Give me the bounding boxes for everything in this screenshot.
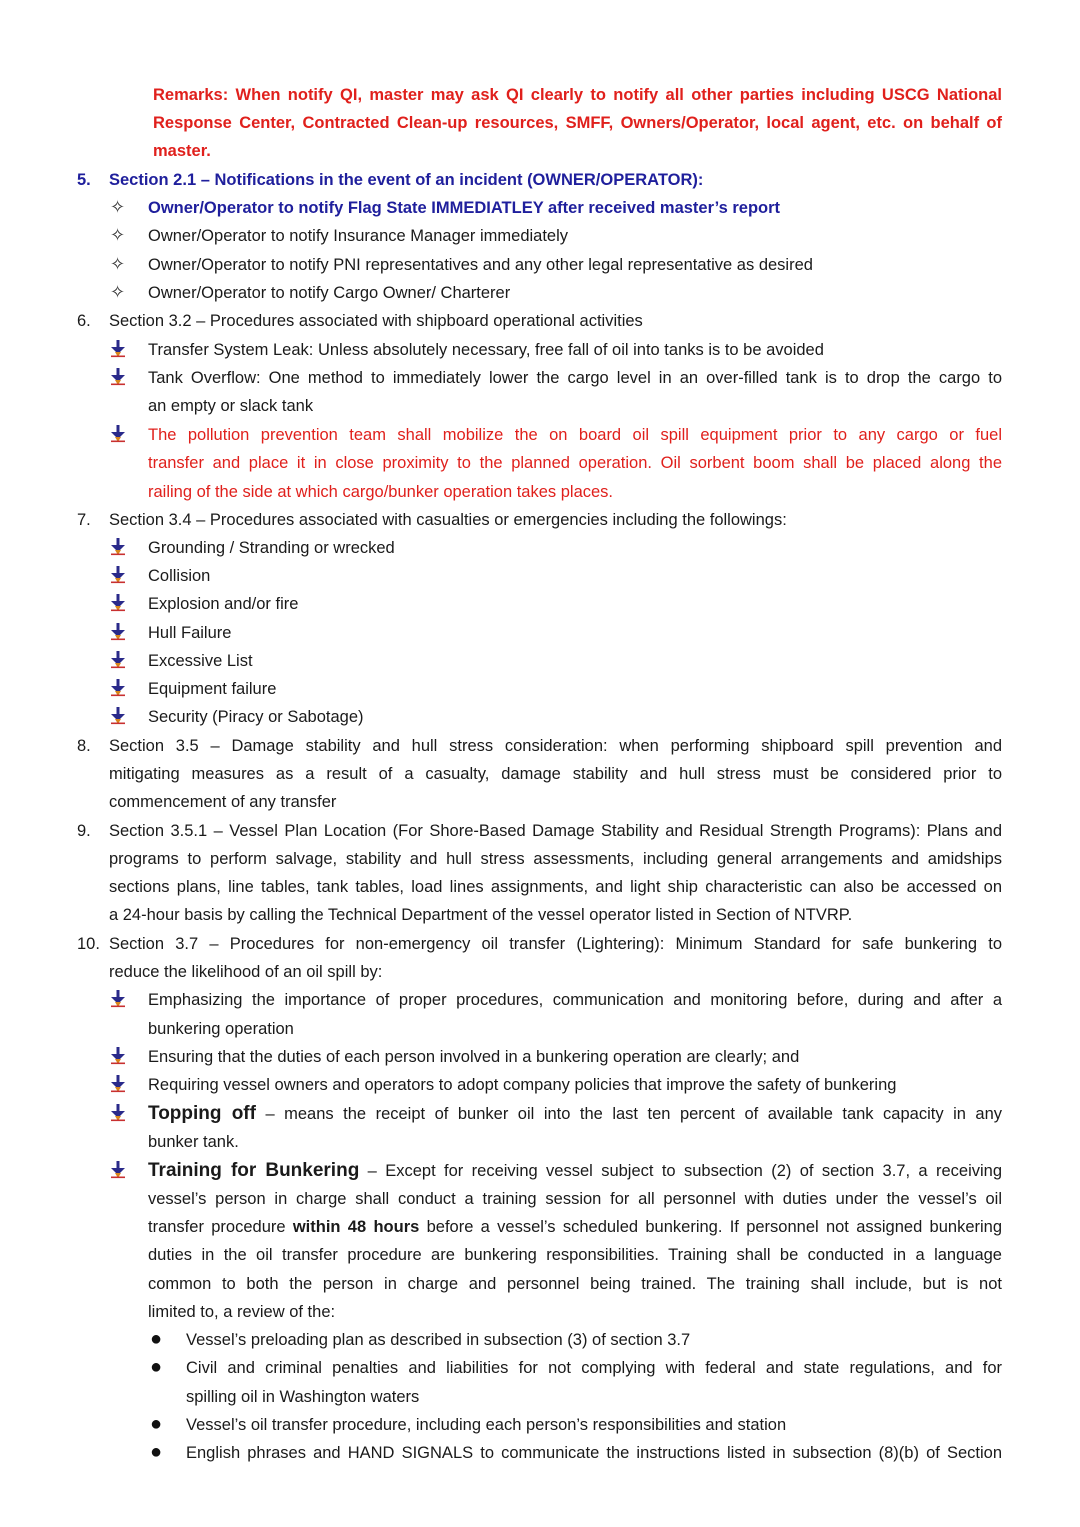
section-6-number: 6. — [77, 312, 91, 330]
star-bullet-icon: ✧ — [110, 282, 126, 302]
training-review-item-4: English phrases and HAND SIGNALS to communicate the instructions listed in subsection (8)(b) of Section — [186, 1444, 1002, 1462]
topping-off-term: Topping off — [148, 1103, 256, 1124]
star-bullet-icon: ✧ — [110, 197, 126, 217]
round-bullet-icon: ● — [150, 1441, 163, 1463]
section-10-item-5-line-6: limited to, a review of the: — [148, 1303, 336, 1321]
section-8-line-3: commencement of any transfer — [109, 793, 337, 811]
training-for-bunkering-definition: – Except for receiving vessel subject to subsection (2) of section 3.7, a receiving — [359, 1162, 1003, 1180]
section-7-item-6: Equipment failure — [148, 680, 277, 698]
arrow-down-icon — [110, 368, 126, 386]
section-6-item-3-line-2: transfer and place it in close proximity to the planned operation. Oil sorbent boom shall be placed along the — [148, 454, 1002, 472]
training-review-item-2-line-2: spilling oil in Washington waters — [186, 1388, 420, 1406]
section-5-number: 5. — [77, 171, 91, 189]
section-10-item-5-line-5: common to both the person in charge and personnel being trained. The training shall include, but is not — [148, 1275, 1002, 1293]
section-7-item-1: Grounding / Stranding or wrecked — [148, 539, 395, 557]
arrow-down-icon — [110, 707, 126, 725]
arrow-down-icon — [110, 1047, 126, 1065]
remarks-line-2: Response Center, Contracted Clean-up resources, SMFF, Owners/Operator, local agent, etc. on behalf of — [153, 114, 1002, 132]
section-10-item-1-line-2: bunkering operation — [148, 1020, 294, 1038]
topping-off-definition: – means the receipt of bunker oil into the last ten percent of available tank capacity in any — [255, 1105, 1003, 1123]
section-7-item-4: Hull Failure — [148, 624, 232, 642]
section-6-title: Section 3.2 – Procedures associated with shipboard operational activities — [109, 312, 643, 330]
section-10-line-2: reduce the likelihood of an oil spill by: — [109, 963, 383, 981]
item-5-line-3-end: before a vessel’s scheduled bunkering. If personnel not assigned bunkering — [419, 1218, 1003, 1236]
section-10-item-2: Ensuring that the duties of each person involved in a bunkering operation are clearly; and — [148, 1048, 800, 1066]
section-10-line-1: Section 3.7 – Procedures for non-emergency oil transfer (Lightering): Minimum Standard for safe bunkering to — [109, 935, 1002, 953]
section-6-item-2-line-2: an empty or slack tank — [148, 397, 314, 415]
section-10-item-5-line-3 — [148, 1216, 1002, 1238]
section-10-item-5-line-1 — [148, 1160, 1002, 1182]
section-6-item-3-line-3: railing of the side at which cargo/bunker operation takes places. — [148, 483, 614, 501]
section-5-item-4: Owner/Operator to notify Cargo Owner/ Charterer — [148, 284, 511, 302]
section-10-item-3: Requiring vessel owners and operators to adopt company policies that improve the safety of bunkering — [148, 1076, 897, 1094]
arrow-down-icon — [110, 679, 126, 697]
training-review-item-1: Vessel’s preloading plan as described in subsection (3) of section 3.7 — [186, 1331, 691, 1349]
star-bullet-icon: ✧ — [110, 225, 126, 245]
arrow-down-icon — [110, 651, 126, 669]
arrow-down-icon — [110, 594, 126, 612]
training-review-item-2-line-1: Civil and criminal penalties and liabilities for not complying with federal and state regulations, and for — [186, 1359, 1002, 1377]
section-7-item-5: Excessive List — [148, 652, 253, 670]
section-7-title: Section 3.4 – Procedures associated with casualties or emergencies including the followings: — [109, 511, 787, 529]
arrow-down-icon — [110, 1161, 126, 1179]
section-6-item-2-line-1: Tank Overflow: One method to immediately lower the cargo level in an over-filled tank is to drop the cargo to — [148, 369, 1002, 387]
training-review-item-3: Vessel’s oil transfer procedure, including each person’s responsibilities and station — [186, 1416, 787, 1434]
arrow-down-icon — [110, 623, 126, 641]
section-9-line-2: programs to perform salvage, stability and hull stress assessments, including general arrangements and amidships — [109, 850, 1002, 868]
section-7-item-2: Collision — [148, 567, 211, 585]
section-10-item-4-line-1 — [148, 1103, 1002, 1125]
arrow-down-icon — [110, 1104, 126, 1122]
section-10-item-4-line-2: bunker tank. — [148, 1133, 239, 1151]
arrow-down-icon — [110, 425, 126, 443]
star-bullet-icon: ✧ — [110, 254, 126, 274]
section-7-item-7: Security (Piracy or Sabotage) — [148, 708, 364, 726]
section-8-line-2: mitigating measures as a result of a casualty, damage stability and hull stress must be considered prior to — [109, 765, 1002, 783]
section-10-item-1-line-1: Emphasizing the importance of proper procedures, communication and monitoring before, during and after a — [148, 991, 1002, 1009]
section-10-item-5-line-2: vessel’s person in charge shall conduct a training session for all personnel with duties under the vessel’s oil — [148, 1190, 1002, 1208]
remarks-line-1: Remarks: When notify QI, master may ask QI clearly to notify all other parties including USCG National — [153, 86, 1002, 104]
arrow-down-icon — [110, 1075, 126, 1093]
section-9-line-3: sections plans, line tables, tank tables, load lines assignments, and light ship characteristic can also be accessed on — [109, 878, 1002, 896]
round-bullet-icon: ● — [150, 1413, 163, 1435]
section-9-line-1: Section 3.5.1 – Vessel Plan Location (For Shore-Based Damage Stability and Residual Strength Programs): Plans and — [109, 822, 1002, 840]
round-bullet-icon: ● — [150, 1328, 163, 1350]
remarks-line-3: master. — [153, 142, 211, 160]
training-for-bunkering-term: Training for Bunkering — [148, 1160, 360, 1181]
section-10-item-5-line-4: duties in the oil transfer procedure are bunkering responsibilities. Training shall be conducted in a language — [148, 1246, 1002, 1264]
item-5-line-3-start: transfer procedure — [148, 1218, 293, 1236]
section-8-number: 8. — [77, 737, 91, 755]
section-9-number: 9. — [77, 822, 91, 840]
arrow-down-icon — [110, 340, 126, 358]
section-5-item-1: Owner/Operator to notify Flag State IMMEDIATLEY after received master’s report — [148, 199, 781, 217]
round-bullet-icon: ● — [150, 1356, 163, 1378]
section-5-item-3: Owner/Operator to notify PNI representatives and any other legal representative as desired — [148, 256, 813, 274]
arrow-down-icon — [110, 566, 126, 584]
section-6-item-1: Transfer System Leak: Unless absolutely necessary, free fall of oil into tanks is to be avoided — [148, 341, 824, 359]
section-8-line-1: Section 3.5 – Damage stability and hull stress consideration: when performing shipboard spill prevention and — [109, 737, 1002, 755]
section-7-number: 7. — [77, 511, 91, 529]
section-7-item-3: Explosion and/or fire — [148, 595, 299, 613]
section-5-item-2: Owner/Operator to notify Insurance Manager immediately — [148, 227, 569, 245]
section-6-item-3-line-1: The pollution prevention team shall mobilize the on board oil spill equipment prior to any cargo or fuel — [148, 426, 1002, 444]
section-5-title: Section 2.1 – Notifications in the event of an incident (OWNER/OPERATOR): — [109, 171, 704, 189]
section-9-line-4: a 24-hour basis by calling the Technical Department of the vessel operator listed in Section of NTVRP. — [109, 906, 853, 924]
arrow-down-icon — [110, 990, 126, 1008]
within-48-hours-text: within 48 hours — [292, 1218, 420, 1236]
section-10-number: 10. — [77, 935, 100, 953]
arrow-down-icon — [110, 538, 126, 556]
